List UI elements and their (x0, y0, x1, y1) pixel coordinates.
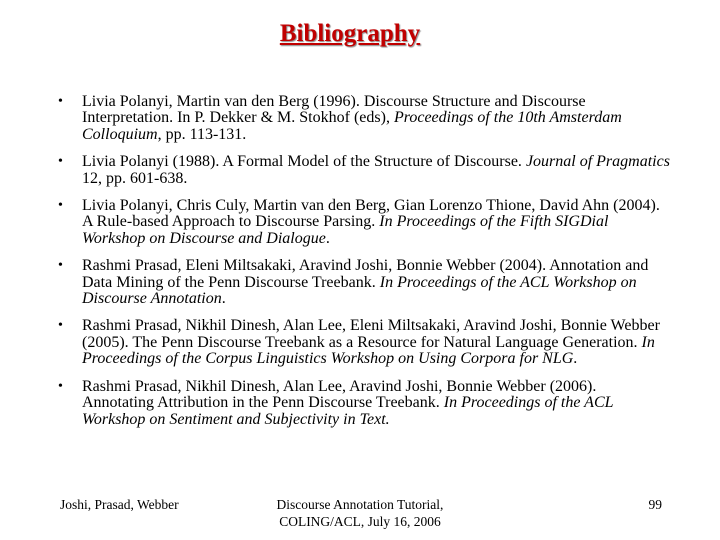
reference-text: Livia Polanyi, Chris Culy, Martin van den Berg, Gian Lorenzo Thione, David Ahn (2004). A Rule-based Approach to Discourse Parsing. (82, 197, 660, 231)
footer-event-line1: Discourse Annotation Tutorial, (276, 497, 444, 512)
reference-item (58, 198, 670, 247)
reference-tail: . (325, 229, 330, 247)
bibliography-list (58, 94, 670, 439)
reference-tail: , pp. 113-131. (157, 125, 247, 143)
page-number: 99 (648, 497, 662, 512)
reference-text: Livia Polanyi, Martin van den Berg (1996). Discourse Structure and Discourse Interpretation. In P. Dekker & M. Stokhof (eds), (82, 93, 586, 127)
reference-text: Rashmi Prasad, Nikhil Dinesh, Alan Lee, Eleni Miltsakaki, Aravind Joshi, Bonnie Webber (2005). The Penn Discourse Treebank as a Resource for Natural Language Generation. (82, 317, 660, 351)
bullet-icon: • (58, 154, 63, 170)
reference-tail: 12, pp. 601-638. (82, 169, 188, 187)
reference-item (58, 94, 670, 143)
reference-text: Rashmi Prasad, Eleni Miltsakaki, Aravind Joshi, Bonnie Webber (2004). Annotation and Data Mining of the Penn Discourse Treebank. (82, 257, 649, 291)
reference-text: Livia Polanyi (1988). A Formal Model of the Structure of Discourse. (82, 153, 526, 171)
bullet-icon: • (58, 198, 63, 214)
reference-venue: In Proceedings of the ACL Workshop on Discourse Annotation (82, 273, 637, 308)
reference-venue: In Proceedings of the Fifth SIGDial Workshop on Discourse and Dialogue (82, 213, 609, 247)
footer-authors: Joshi, Prasad, Webber (60, 497, 179, 512)
slide-title: Bibliography (279, 20, 421, 47)
reference-venue: Proceedings of the 10th Amsterdam Colloquium (82, 109, 622, 143)
reference-item (58, 154, 670, 187)
footer-event-line2: COLING/ACL, July 16, 2006 (279, 514, 441, 529)
reference-tail: . (573, 350, 578, 368)
reference-item (58, 318, 670, 367)
reference-venue: In Proceedings of the ACL Workshop on Sentiment and Subjectivity in Text. (82, 394, 614, 428)
reference-venue: In Proceedings of the Corpus Linguistics Workshop on Using Corpora for NLG (82, 333, 655, 368)
bullet-icon: • (58, 94, 63, 109)
reference-text: Rashmi Prasad, Nikhil Dinesh, Alan Lee, Aravind Joshi, Bonnie Webber (2006). Annotating Attribution in the Penn Discourse Treebank. (82, 377, 597, 412)
reference-item (58, 379, 670, 428)
bullet-icon: • (58, 378, 63, 394)
reference-tail: . (221, 290, 226, 308)
reference-item (58, 258, 670, 307)
footer-event (245, 496, 475, 530)
bullet-icon: • (58, 258, 63, 274)
reference-venue: Journal of Pragmatics (525, 153, 670, 171)
bullet-icon: • (58, 318, 63, 334)
